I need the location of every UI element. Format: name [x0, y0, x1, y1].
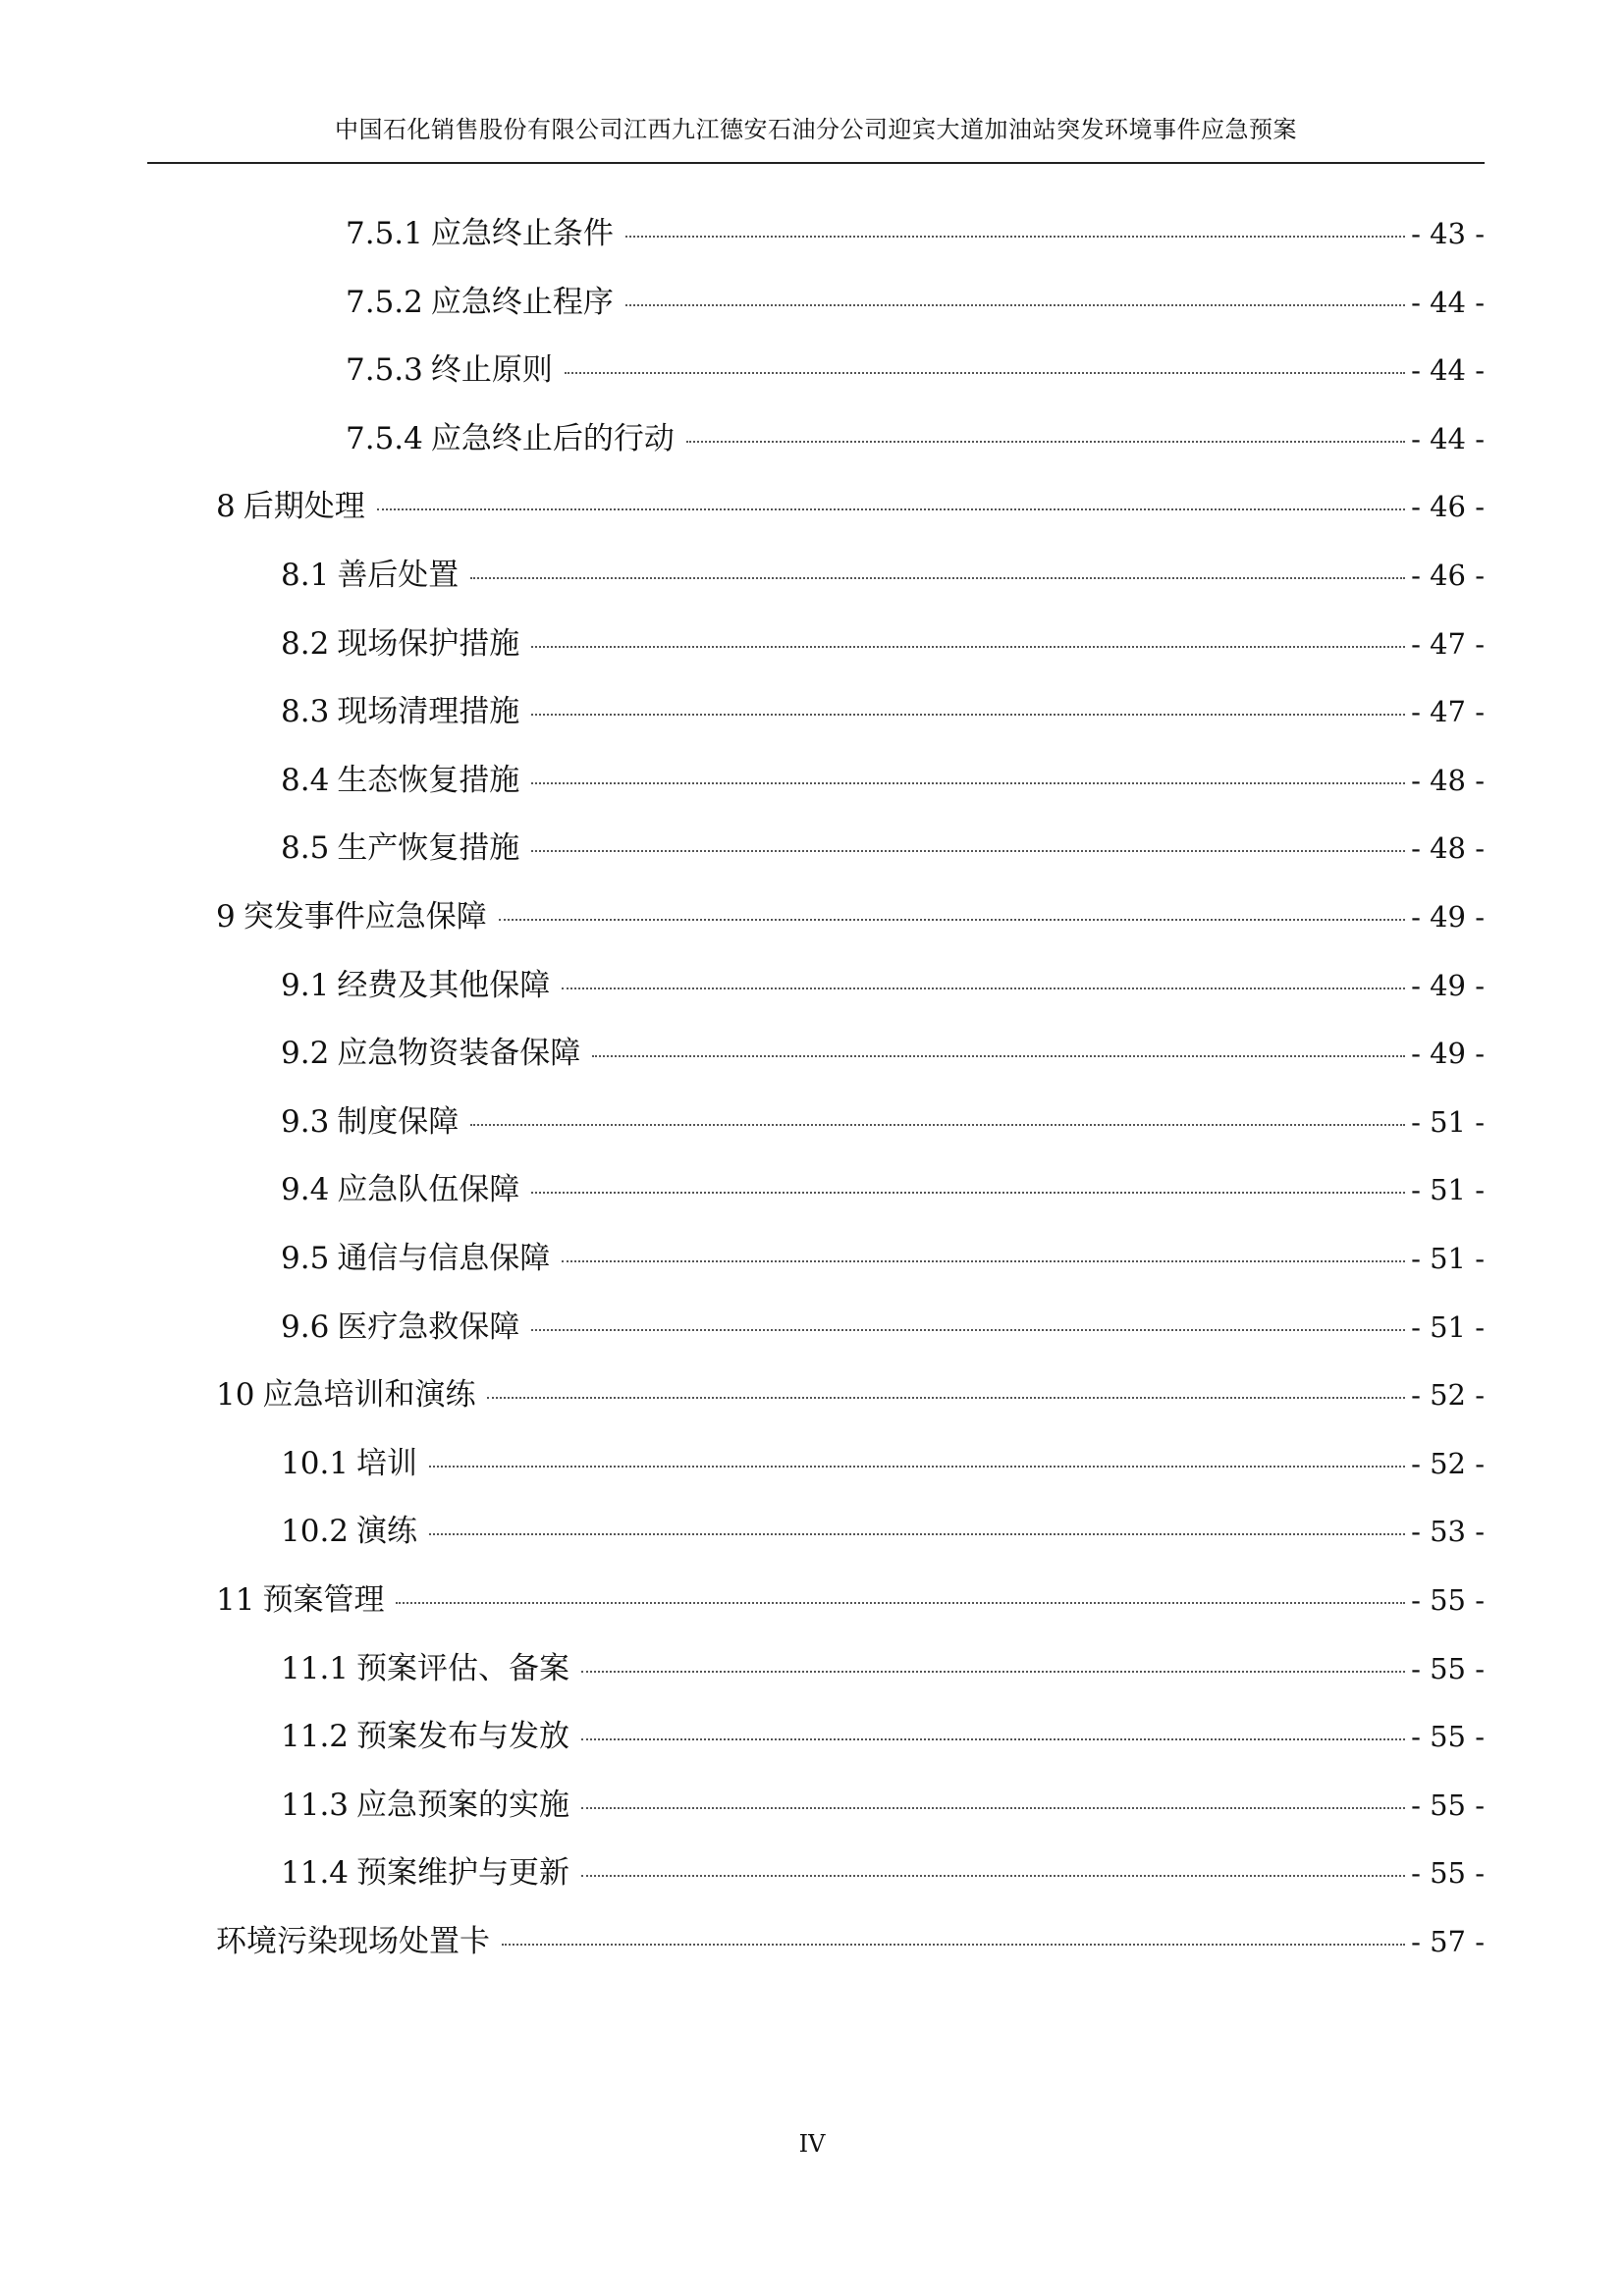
toc-dot-leader: [625, 236, 1405, 238]
toc-entry-page: - 51 -: [1411, 1104, 1485, 1139]
toc-entry-number: 8.4: [281, 762, 330, 798]
toc-entry-number: 8.3: [281, 694, 330, 730]
toc-dot-leader: [499, 919, 1405, 921]
toc-entry-number: 9.2: [281, 1036, 330, 1072]
toc-entry[interactable]: [281, 1167, 1485, 1212]
toc-entry-number: 7.5.1: [346, 216, 423, 251]
toc-dot-leader: [487, 1397, 1405, 1399]
toc-entry[interactable]: [346, 416, 1485, 461]
toc-entry-page: - 44 -: [1411, 421, 1485, 455]
toc-entry-title: 应急终止程序: [430, 284, 614, 320]
toc-entry-page: - 55 -: [1411, 1651, 1485, 1685]
toc-dot-leader: [562, 1260, 1405, 1262]
toc-entry-page: - 49 -: [1411, 1037, 1485, 1071]
toc-entry[interactable]: [281, 1783, 1485, 1828]
toc-dot-leader: [592, 1055, 1405, 1057]
toc-entry-title: 应急预案的实施: [356, 1787, 570, 1823]
toc-entry-number: 8.5: [281, 830, 330, 867]
toc-entry-number: 9.5: [281, 1241, 330, 1276]
toc-entry-title: 后期处理: [243, 489, 365, 525]
toc-entry-number: 10: [216, 1377, 255, 1414]
toc-entry-title: 现场保护措施: [337, 625, 520, 662]
toc-entry-page: - 48 -: [1411, 763, 1485, 797]
toc-entry-title: 突发事件应急保障: [243, 899, 487, 934]
toc-entry-number: 8.1: [281, 558, 330, 593]
toc-dot-leader: [531, 646, 1405, 648]
toc-entry-page: - 51 -: [1411, 1173, 1485, 1207]
toc-entry-page: - 55 -: [1411, 1720, 1485, 1754]
toc-entry-page: - 52 -: [1411, 1378, 1485, 1413]
toc-entry-title: 终止原则: [430, 352, 553, 389]
toc-entry[interactable]: [346, 347, 1485, 393]
toc-entry-title: 培训: [356, 1445, 418, 1481]
toc-entry[interactable]: [281, 1099, 1485, 1145]
toc-entry-number: 11.1: [281, 1650, 350, 1686]
toc-entry-title: 医疗急救保障: [337, 1308, 520, 1345]
toc-entry-number: 11: [216, 1582, 255, 1618]
toc-dot-leader: [531, 714, 1405, 716]
toc-entry-title: 预案管理: [262, 1582, 385, 1618]
toc-dot-leader: [531, 782, 1405, 784]
toc-dot-leader: [470, 1124, 1405, 1126]
toc-entry-number: 10.2: [281, 1514, 350, 1550]
toc-dot-leader: [565, 372, 1405, 374]
toc-entry-number: 9.1: [281, 967, 330, 1003]
toc-entry[interactable]: [281, 553, 1485, 598]
toc-entry-number: 7.5.4: [346, 420, 423, 456]
toc-entry[interactable]: [346, 280, 1485, 325]
toc-entry-title: 经费及其他保障: [337, 967, 551, 1003]
toc-entry-page: - 48 -: [1411, 831, 1485, 866]
toc-entry-title: 生产恢复措施: [337, 830, 520, 867]
toc-entry-number: 9.6: [281, 1308, 330, 1345]
toc-entry-number: 9.4: [281, 1172, 330, 1208]
toc-entry[interactable]: [281, 826, 1485, 871]
toc-entry-title: 制度保障: [337, 1103, 460, 1140]
page-number: IV: [798, 2130, 826, 2158]
toc-entry-title: 预案维护与更新: [356, 1855, 570, 1892]
toc-entry-number: 7.5.2: [346, 284, 423, 320]
toc-dot-leader: [429, 1466, 1405, 1468]
toc-entry[interactable]: [281, 1031, 1485, 1076]
toc-entry-number: 11.3: [281, 1787, 350, 1823]
toc-entry-number: 9: [216, 899, 236, 934]
toc-dot-leader: [581, 1671, 1405, 1673]
toc-entry-page: - 47 -: [1411, 626, 1485, 661]
toc-entry-number: 10.1: [281, 1445, 350, 1481]
toc-entry[interactable]: [281, 621, 1485, 667]
toc-entry-number: 8: [216, 489, 236, 525]
toc-dot-leader: [531, 850, 1405, 852]
toc-dot-leader: [531, 1329, 1405, 1331]
toc-entry[interactable]: [281, 1509, 1485, 1554]
toc-entry-page: - 44 -: [1411, 353, 1485, 388]
toc-entry-title: 环境污染现场处置卡: [216, 1924, 490, 1959]
toc-dot-leader: [470, 577, 1405, 579]
toc-entry-page: - 46 -: [1411, 490, 1485, 524]
toc-entry-page: - 55 -: [1411, 1856, 1485, 1891]
toc-entry-title: 演练: [356, 1514, 418, 1550]
toc-entry[interactable]: [281, 1441, 1485, 1486]
toc-entry-number: 8.2: [281, 625, 330, 662]
toc-entry[interactable]: [216, 1919, 1485, 1964]
toc-entry[interactable]: [281, 689, 1485, 734]
toc-entry-title: 应急终止条件: [430, 216, 614, 251]
toc-entry-page: - 55 -: [1411, 1788, 1485, 1822]
toc-entry[interactable]: [216, 1577, 1485, 1623]
toc-dot-leader: [581, 1875, 1405, 1877]
toc-entry-title: 应急物资装备保障: [337, 1036, 581, 1072]
toc-entry-title: 应急培训和演练: [262, 1377, 476, 1414]
toc-dot-leader: [502, 1944, 1405, 1946]
toc-entry[interactable]: [216, 894, 1485, 939]
toc-entry-page: - 49 -: [1411, 900, 1485, 934]
toc-entry-title: 预案评估、备案: [356, 1650, 570, 1686]
toc-dot-leader: [581, 1738, 1405, 1740]
toc-entry-number: 7.5.3: [346, 352, 423, 389]
toc-entry[interactable]: [281, 1646, 1485, 1691]
toc-entry[interactable]: [281, 963, 1485, 1008]
toc-entry-page: - 44 -: [1411, 285, 1485, 319]
toc-dot-leader: [581, 1807, 1405, 1809]
toc-entry[interactable]: [281, 1714, 1485, 1759]
toc-entry[interactable]: [281, 1305, 1485, 1350]
toc-dot-leader: [562, 988, 1405, 989]
toc-entry-title: 通信与信息保障: [337, 1241, 551, 1276]
toc-dot-leader: [396, 1602, 1405, 1604]
toc-entry-number: 11.2: [281, 1719, 350, 1755]
toc-entry-title: 应急终止后的行动: [430, 420, 675, 456]
toc-entry-page: - 43 -: [1411, 217, 1485, 250]
toc-entry[interactable]: [216, 484, 1485, 529]
toc-entry-page: - 51 -: [1411, 1309, 1485, 1344]
toc-entry-title: 生态恢复措施: [337, 762, 520, 798]
toc-entry-page: - 47 -: [1411, 695, 1485, 729]
toc-entry-title: 现场清理措施: [337, 694, 520, 730]
toc-entry-page: - 55 -: [1411, 1583, 1485, 1617]
page-header: 中国石化销售股份有限公司江西九江德安石油分公司迎宾大道加油站突发环境事件应急预案: [335, 116, 1297, 143]
toc-entry-title: 应急队伍保障: [337, 1172, 520, 1208]
toc-entry[interactable]: [216, 1372, 1485, 1417]
toc-dot-leader: [531, 1192, 1405, 1194]
toc-dot-leader: [625, 304, 1405, 306]
toc-entry-number: 9.3: [281, 1103, 330, 1140]
toc-entry-page: - 51 -: [1411, 1242, 1485, 1275]
toc-entry[interactable]: [346, 211, 1485, 256]
toc-dot-leader: [686, 441, 1405, 443]
toc-entry-page: - 57 -: [1411, 1925, 1485, 1958]
toc-entry-page: - 53 -: [1411, 1515, 1485, 1549]
toc-entry[interactable]: [281, 1850, 1485, 1896]
toc-entry-number: 11.4: [281, 1855, 350, 1892]
toc-entry-page: - 49 -: [1411, 968, 1485, 1002]
toc-entry-title: 善后处置: [337, 558, 460, 593]
toc-dot-leader: [429, 1533, 1405, 1535]
toc-entry[interactable]: [281, 1236, 1485, 1281]
toc-entry-page: - 52 -: [1411, 1446, 1485, 1480]
toc-dot-leader: [377, 508, 1405, 510]
toc-entry-title: 预案发布与发放: [356, 1719, 570, 1755]
toc-entry-page: - 46 -: [1411, 559, 1485, 592]
toc-entry[interactable]: [281, 758, 1485, 803]
